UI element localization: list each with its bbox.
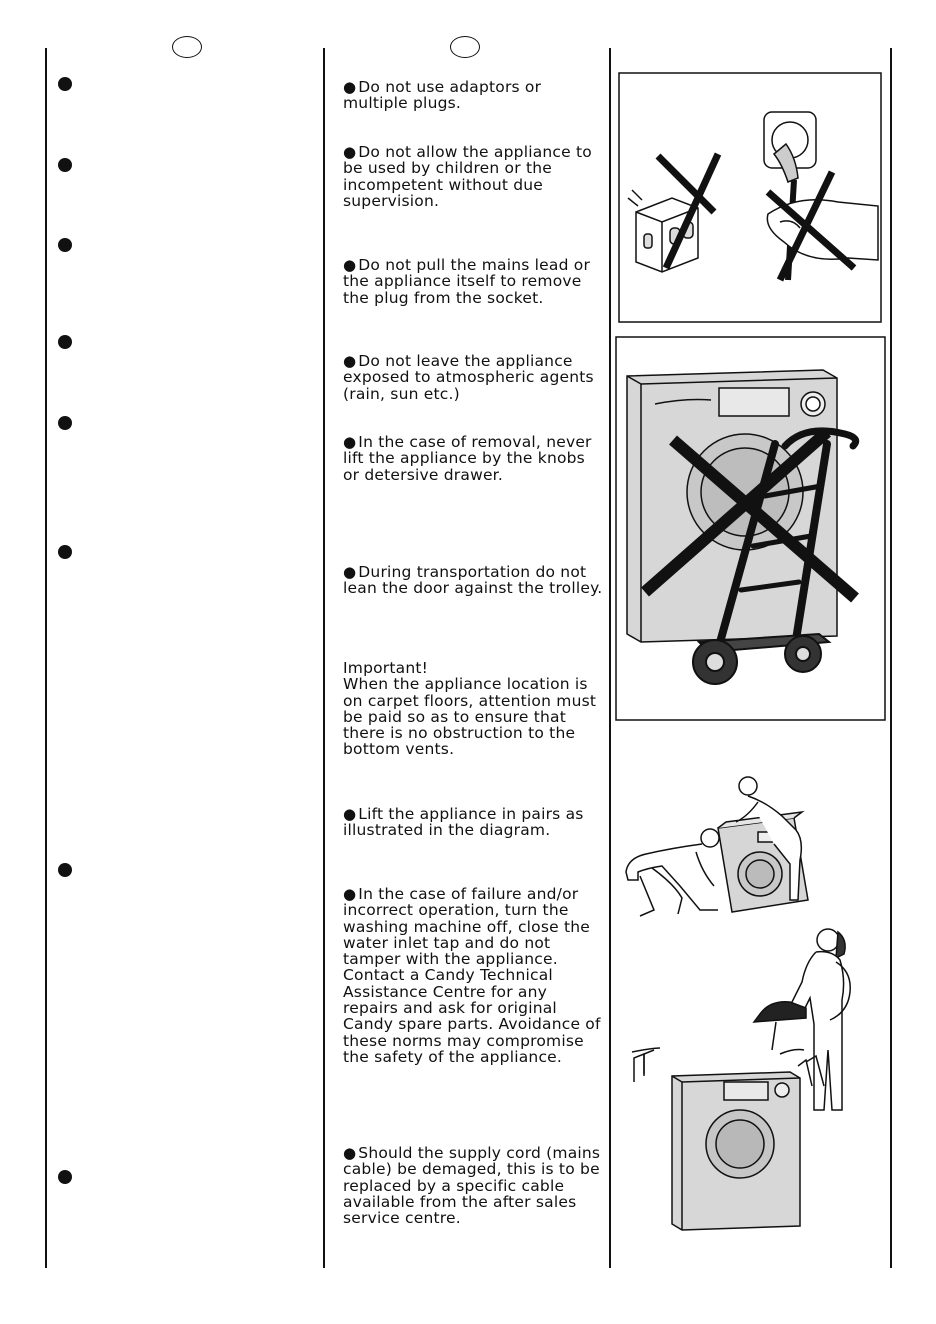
warning-text: Do not leave the appliance exposed to atmospheric agents (rain, sun etc.) — [343, 352, 594, 403]
warning-text: In the case of failure and/or incorrect operation, turn the washing machine off, close the water inlet tap and do not tamper with the appliance. Contact a Candy Technical Assistance Centre for any repairs and ask for original Candy spare parts. Avoidance of these norms may compromise the safety of the appliance. — [343, 885, 601, 1066]
warning-text: Do not allow the appliance to be used by children or the incompetent without due supervision. — [343, 143, 592, 210]
important-text: When the appliance location is on carpet floors, attention must be paid so as to ensure that there is no obstruction to the bottom vents. — [343, 675, 597, 759]
important-note — [343, 660, 605, 758]
bullet-marker — [58, 77, 72, 91]
bullet-marker — [58, 158, 72, 172]
adaptor-plug-crossed-icon — [618, 72, 882, 324]
person-phone-washer-icon — [628, 922, 872, 1232]
warning-text: In the case of removal, never lift the appliance by the knobs or detersive drawer. — [343, 433, 592, 484]
warning-children — [343, 144, 605, 209]
warning-supply-cord — [343, 1145, 605, 1226]
bullet-icon: ● — [343, 805, 357, 823]
language-badge-en — [450, 36, 480, 58]
column-divider-2 — [609, 48, 611, 1268]
warning-adaptors — [343, 79, 605, 112]
bullet-marker — [58, 238, 72, 252]
warning-atmospheric — [343, 353, 605, 402]
bullet-icon: ● — [343, 352, 357, 370]
warning-text: Do not use adaptors or multiple plugs. — [343, 78, 542, 113]
warning-lift-pairs — [343, 806, 605, 839]
bullet-marker — [58, 863, 72, 877]
bullet-marker — [58, 1170, 72, 1184]
warning-removal — [343, 434, 605, 483]
bullet-icon: ● — [343, 256, 357, 274]
left-border-rule — [45, 48, 47, 1268]
column-divider-1 — [323, 48, 325, 1268]
bullet-marker — [58, 416, 72, 430]
two-people-lifting-icon — [622, 772, 836, 922]
warning-text: During transportation do not lean the door against the trolley. — [343, 563, 603, 598]
warning-transport — [343, 564, 605, 597]
important-heading: Important! — [343, 659, 429, 677]
right-border-rule — [890, 48, 892, 1268]
warning-failure — [343, 886, 605, 1065]
bullet-icon: ● — [343, 433, 357, 451]
bullet-icon: ● — [343, 78, 357, 96]
washer-trolley-crossed-icon — [615, 336, 886, 722]
language-badge-blank — [172, 36, 202, 58]
bullet-marker — [58, 335, 72, 349]
bullet-marker — [58, 545, 72, 559]
bullet-icon: ● — [343, 885, 357, 903]
bullet-icon: ● — [343, 1144, 357, 1162]
warning-text: Should the supply cord (mains cable) be demaged, this is to be replaced by a specific cable available from the after sales service centre. — [343, 1144, 601, 1228]
bullet-icon: ● — [343, 563, 357, 581]
warning-mains-lead — [343, 257, 605, 306]
warning-text: Do not pull the mains lead or the appliance itself to remove the plug from the socket. — [343, 256, 591, 307]
warning-text: Lift the appliance in pairs as illustrated in the diagram. — [343, 805, 584, 840]
bullet-icon: ● — [343, 143, 357, 161]
